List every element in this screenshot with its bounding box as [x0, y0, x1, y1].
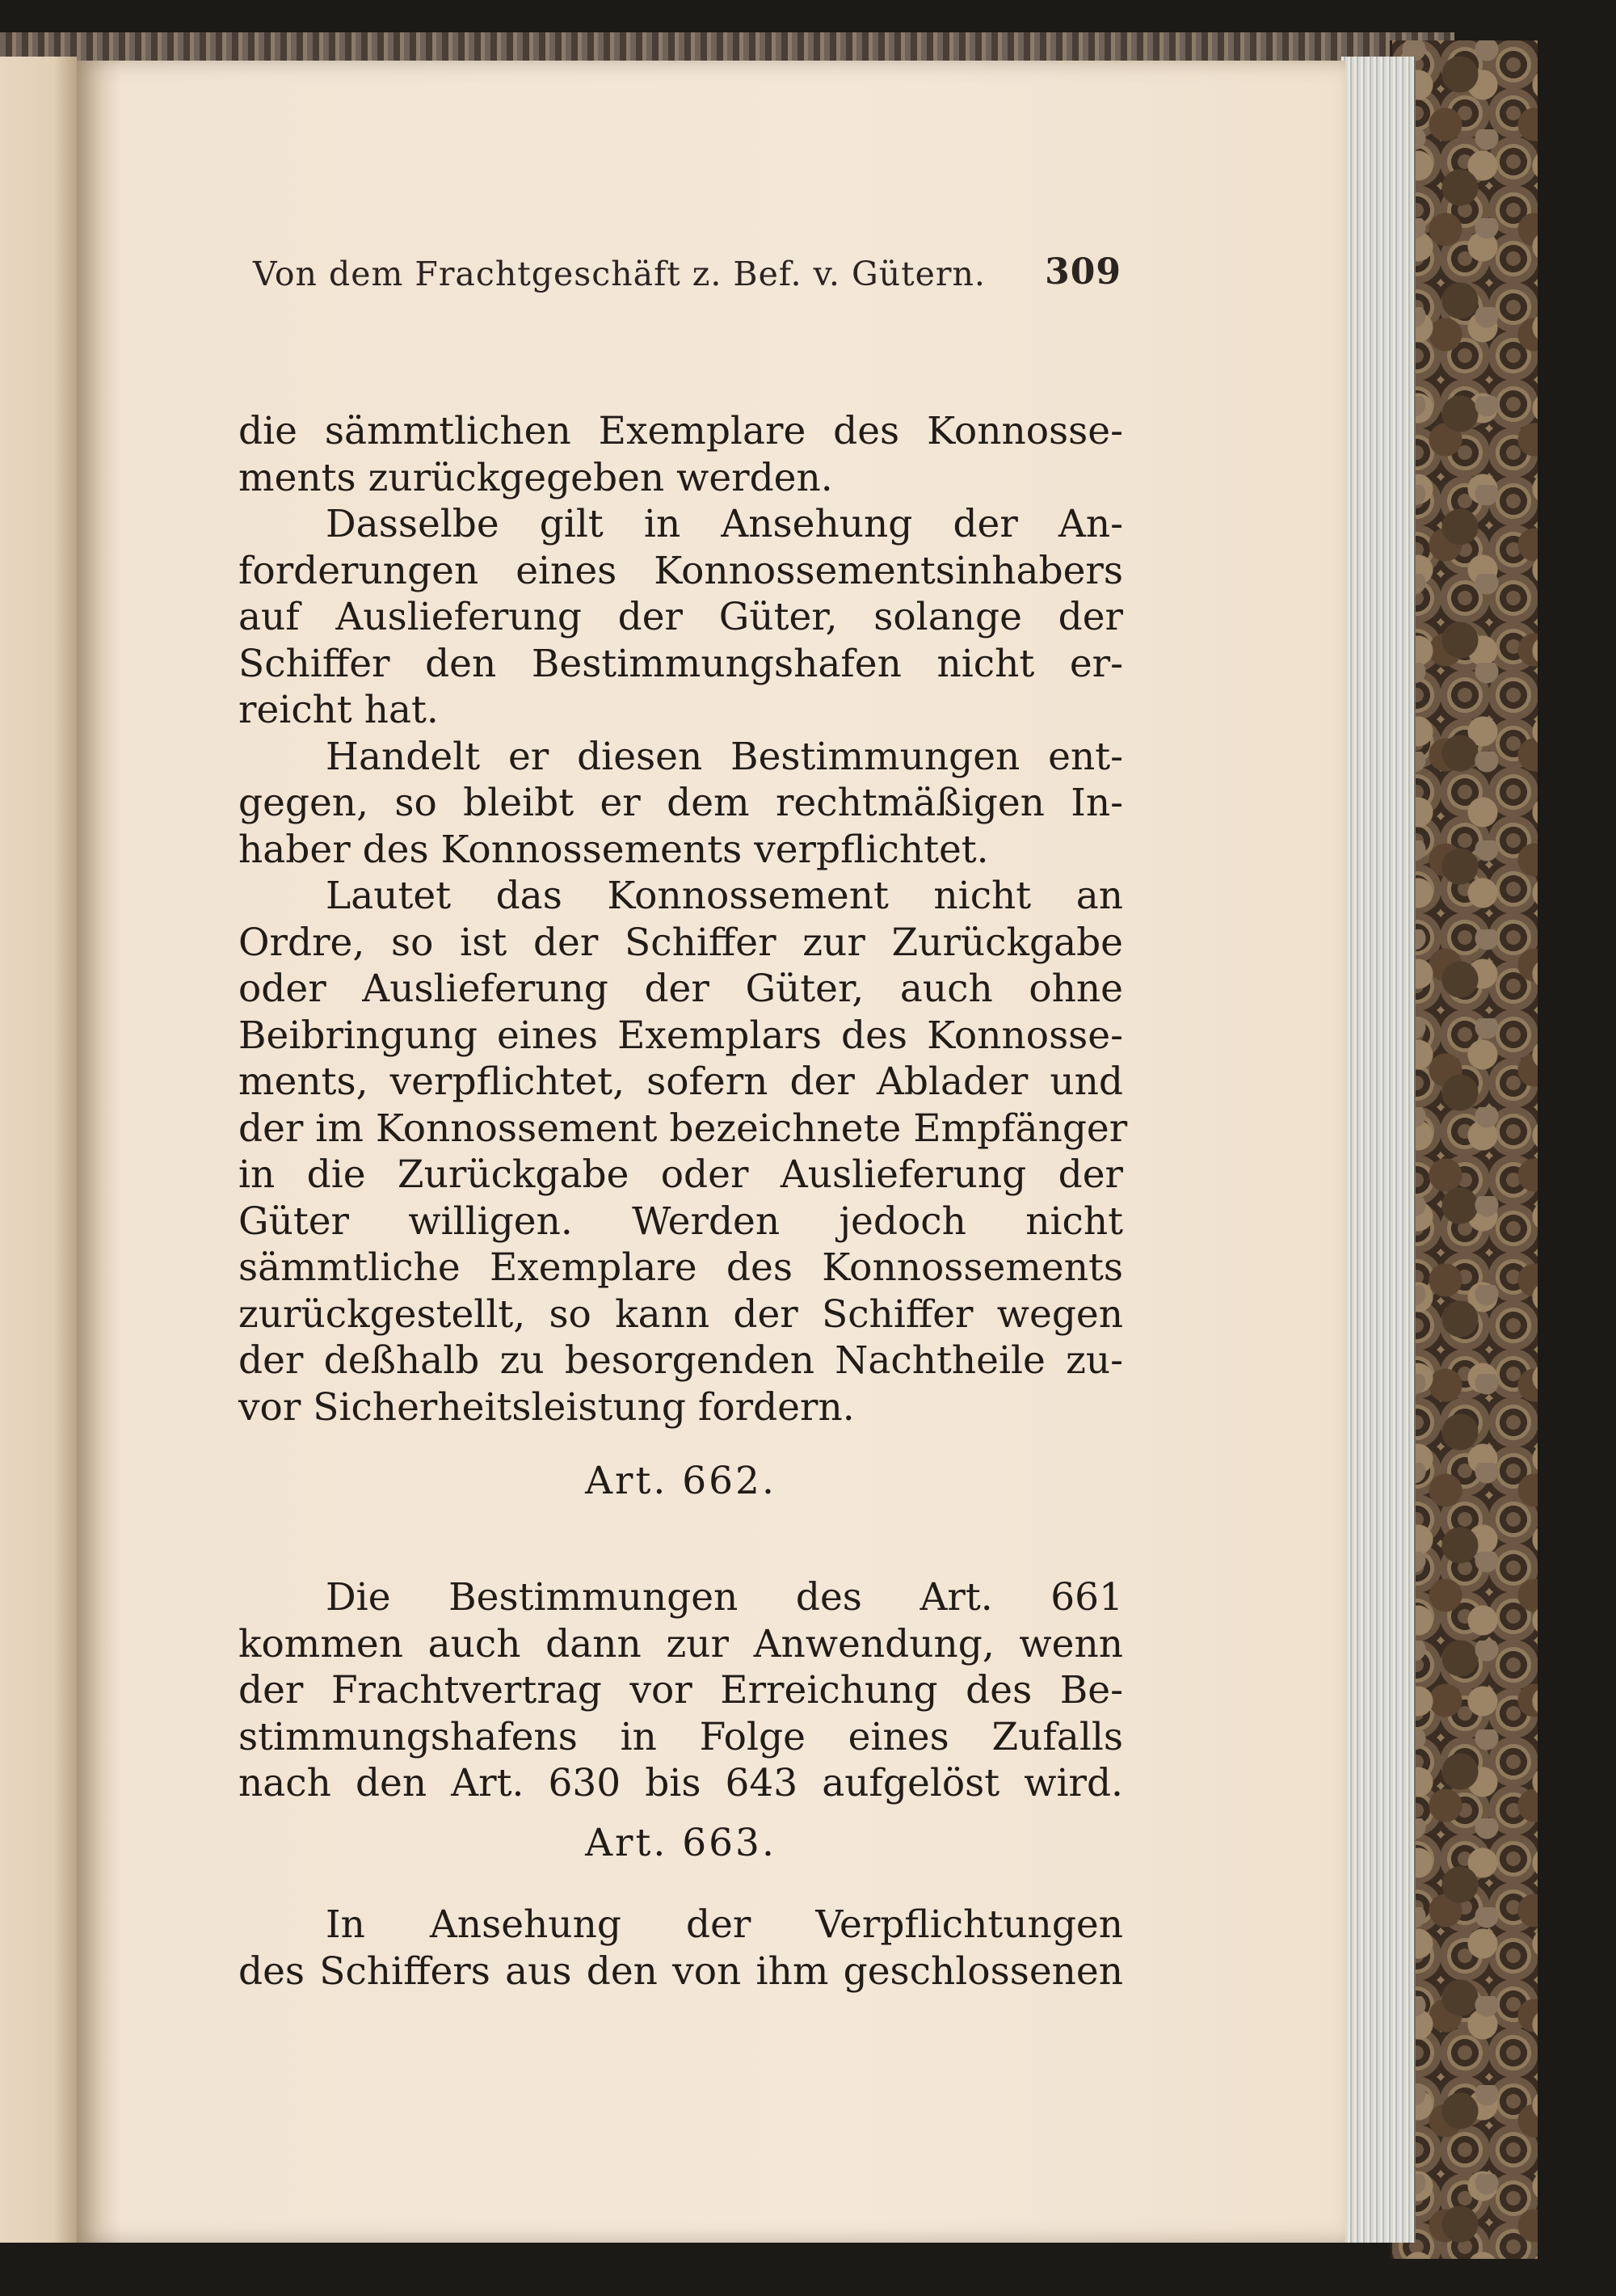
facing-page-edge	[0, 57, 77, 2243]
article-662-text	[238, 1574, 1123, 1807]
text-line: ments, verpflichtet, sofern der Ablader und	[238, 1060, 1123, 1104]
text-line: Beibringung eines Exemplars des Konnosse-	[238, 1013, 1123, 1058]
book-top-edge	[0, 32, 1454, 65]
text-line: Ordre, so ist der Schiffer zur Zurückgabe	[238, 920, 1123, 965]
body-text	[238, 408, 1128, 1430]
text-line: nach den Art. 630 bis 643 aufgelöst wird.	[238, 1761, 1123, 1805]
text-line: ments zurückgegeben werden.	[238, 455, 833, 500]
article-heading-663: Art. 663.	[585, 1821, 776, 1865]
text-line: Handelt er diesen Bestimmungen ent-	[326, 734, 1123, 779]
text-line: auf Auslieferung der Güter, solange der	[238, 595, 1123, 639]
text-line: kommen auch dann zur Anwendung, wenn	[238, 1621, 1123, 1666]
running-header	[253, 248, 1122, 297]
page-number: 309	[1045, 251, 1122, 293]
text-line: Lautet das Konnossement nicht an	[326, 874, 1123, 918]
text-line: die sämmtlichen Exemplare des Konnosse-	[238, 409, 1123, 453]
text-line: zurückgestellt, so kann der Schiffer wegen	[238, 1291, 1123, 1337]
text-line: sämmtliche Exemplare des Konnossements	[238, 1245, 1123, 1290]
text-line: haber des Konnossements verpflichtet.	[238, 827, 989, 872]
page-edges	[1341, 57, 1416, 2243]
text-line: gegen, so bleibt er dem rechtmäßigen In-	[238, 781, 1123, 825]
text-line: stimmungshafens in Folge eines Zufalls	[238, 1714, 1123, 1759]
text-line: der Frachtvertrag vor Erreichung des Be-	[238, 1668, 1123, 1713]
article-663-text	[238, 1902, 1123, 1995]
text-line: in die Zurückgabe oder Auslieferung der	[238, 1152, 1123, 1197]
text-line: oder Auslieferung der Güter, auch ohne	[238, 967, 1123, 1011]
text-line: Dasselbe gilt in Ansehung der An-	[326, 502, 1123, 546]
text-line: Güter willigen. Werden jedoch nicht	[238, 1199, 1123, 1244]
text-line: der im Konnossement bezeichnete Empfänger	[238, 1106, 1128, 1151]
header-title: Von dem Frachtgeschäft z. Bef. v. Gütern.	[253, 255, 986, 293]
article-heading-662: Art. 662.	[585, 1459, 776, 1503]
text-line: reicht hat.	[238, 688, 439, 732]
text-line: Die Bestimmungen des Art. 661	[326, 1575, 1123, 1620]
book-page	[77, 61, 1345, 2243]
text-line: vor Sicherheitsleistung fordern.	[238, 1384, 855, 1430]
text-line: des Schiffers aus den von ihm geschlossenen	[238, 1948, 1123, 1994]
text-line: der deßhalb zu besorgenden Nachtheile zu-	[238, 1338, 1123, 1383]
text-line: Schiffer den Bestimmungshafen nicht er-	[238, 641, 1123, 686]
text-line: forderungen eines Konnossementsinhabers	[238, 548, 1123, 593]
text-line: In Ansehung der Verpflichtungen	[326, 1902, 1123, 1947]
